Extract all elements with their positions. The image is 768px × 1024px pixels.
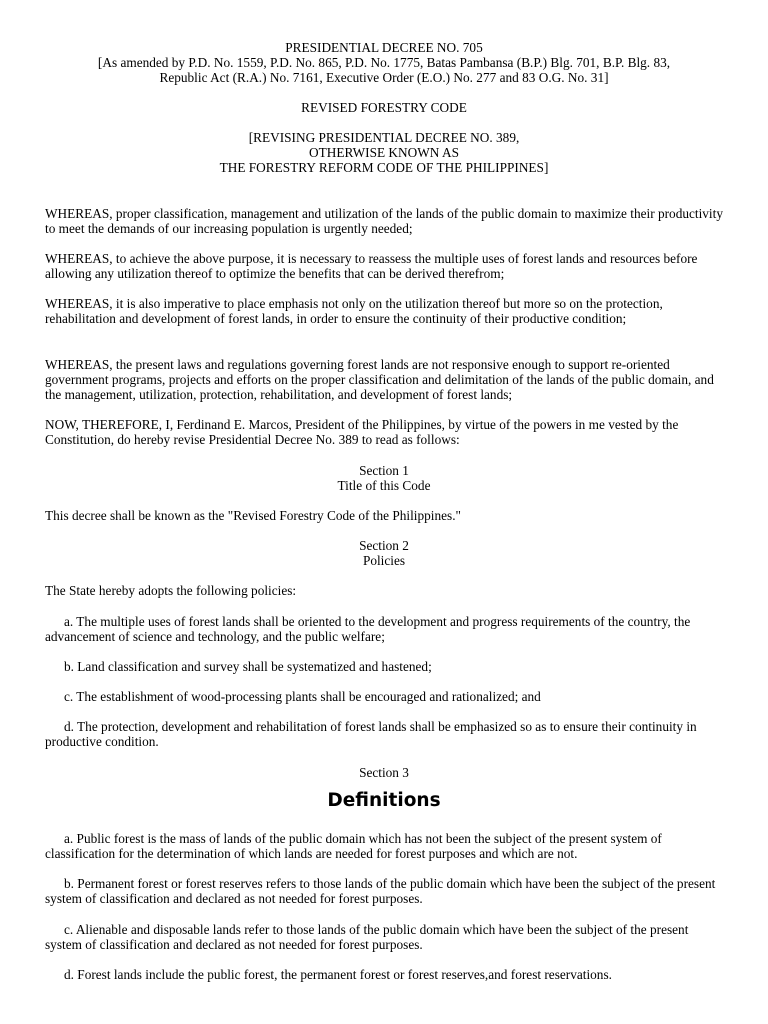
whereas-clause-2: WHEREAS, to achieve the above purpose, it is necessary to reassess the multiple uses of forest lands and resources before allowing any utilization thereof to optimize the benefits that can be derived therefrom; [45,251,698,282]
now-therefore-clause: NOW, THEREFORE, I, Ferdinand E. Marcos, President of the Philippines, by virtue of the powers in me vested by the Constitution, do hereby revise Presidential Decree No. 389 to read as follows: [45,417,679,448]
whereas-clause-1: WHEREAS, proper classification, management and utilization of the lands of the public domain to maximize their productivity to meet the demands of our increasing population is urgently needed; [45,206,723,237]
policy-item-d: d. The protection, development and rehabilitation of forest lands shall be emphasized so as to ensure their continuity in productive condition. [45,719,697,750]
section-2-title: Policies [362,553,406,569]
revising-note [0,130,768,176]
policy-item-c: c. The establishment of wood-processing plants shall be encouraged and rationalized; and [64,689,541,704]
definition-item-b: b. Permanent forest or forest reserves refers to those lands of the public domain which have been the subject of the present system of classification and declared as not needed for forest purposes. [45,876,716,907]
section-1-title: Title of this Code [337,478,431,494]
whereas-clause-4: WHEREAS, the present laws and regulations governing forest lands are not responsive enough to support re-oriented government programs, projects and efforts on the proper classification and delimitation of the lands of the public domain, and the management, utilization, protection, rehabilitation, and development of forest lands; [45,357,714,403]
amendment-note-line2: Republic Act (R.A.) No. 7161, Executive Order (E.O.) No. 277 and 83 O.G. No. 31] [159,70,609,86]
definition-item-d: d. Forest lands include the public forest, the permanent forest or forest reserves,and forest reservations. [64,967,612,982]
decree-header [0,40,768,86]
section-2-number: Section 2 [359,538,409,553]
section-1-text: This decree shall be known as the "Revised Forestry Code of the Philippines." [45,508,461,523]
definitions-heading: Definitions [327,790,441,811]
definition-item-a: a. Public forest is the mass of lands of the public domain which has not been the subject of the present system of classification for the determination of which lands are needed for forest purposes and which are not. [45,831,662,862]
section-3-number: Section 3 [359,765,409,780]
section-2-intro: The State hereby adopts the following policies: [45,583,297,598]
definition-item-c: c. Alienable and disposable lands refer to those lands of the public domain which have been the subject of the present system of classification and declared as not needed for forest purposes. [45,922,689,953]
section-2-heading [0,538,768,568]
policy-item-a: a. The multiple uses of forest lands shall be oriented to the development and progress requirements of the country, the advancement of science and technology, and the public welfare; [45,614,691,645]
whereas-clause-3: WHEREAS, it is also imperative to place emphasis not only on the utilization thereof but more so on the protection, rehabilitation and development of forest lands, in order to ensure the continuity of their productive condition; [45,296,663,327]
section-1-number: Section 1 [359,463,409,478]
amendment-note-line1: [As amended by P.D. No. 1559, P.D. No. 865, P.D. No. 1775, Batas Pambansa (B.P.) Blg. 701, B.P. Blg. 83, [97,55,671,71]
decree-title: PRESIDENTIAL DECREE NO. 705 [285,40,483,55]
revising-line1: [REVISING PRESIDENTIAL DECREE NO. 389, [248,130,520,145]
code-name: REVISED FORESTRY CODE [301,100,467,115]
revising-line2: OTHERWISE KNOWN AS [309,145,459,161]
revising-line3: THE FORESTRY REFORM CODE OF THE PHILIPPINES] [219,160,549,176]
section-1-heading [0,463,768,493]
policy-item-b: b. Land classification and survey shall be systematized and hastened; [64,659,432,674]
